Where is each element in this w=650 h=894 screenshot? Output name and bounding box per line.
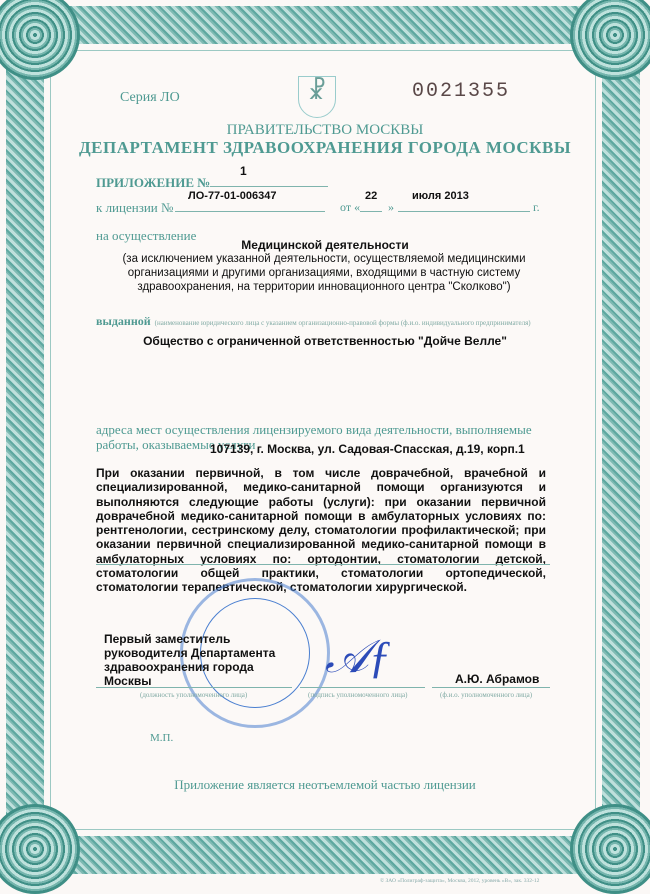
signer-name: А.Ю. Абрамов — [455, 672, 540, 686]
activity-title: Медицинской деятельности — [241, 238, 409, 252]
issued-hint: (наименование юридического лица с указанием организационно-правовой формы (ф.и.о. индивидуального предпринимателя) — [154, 319, 531, 327]
signature-hint: (подпись уполномоченного лица) — [308, 691, 408, 699]
organization-name: Общество с ограниченной ответственностью "Дойче Велле" — [143, 334, 507, 348]
department-title: ДЕПАРТАМЕНТ ЗДРАВООХРАНЕНИЯ ГОРОДА МОСКВЫ — [78, 138, 572, 157]
license-label: к лицензии № — [96, 200, 174, 215]
form-number: 0021355 — [412, 80, 511, 103]
activity-label: на осуществление — [96, 228, 197, 243]
activity-description: (за исключением указанной деятельности, осуществляемой медицинскими организациями и другими организациями, входящими в частную систему здравоохранения, на территории инновационного центра "Сколково") — [122, 253, 526, 293]
services-text: При оказании первичной, в том числе доврачебной, врачебной и специализированной, медико-санитарной помощи организуются и выполняются следующие работы (услуги): при оказании первичной доврачебной медико-санитарной помощи в амбулаторных условиях по: рентгенологии, сестринскому делу, стоматологии профилактической; при оказании первичной специализированной медико-санитарной помощи в амбулаторных условиях по: ортодонтии, стоматологии детской, стоматологии общей практики, стоматологии ортопедической, стоматологии терапевтической, стоматологии хирургической. — [96, 466, 546, 595]
government-title: ПРАВИТЕЛЬСТВО МОСКВЫ — [226, 122, 424, 138]
license-number: ЛО-77-01-006347 — [188, 190, 277, 202]
corner-rosette-icon — [570, 804, 650, 894]
address-label: адреса мест осуществления лицензируемого вида деятельности, выполняемые работы, оказываемые услуги — [96, 422, 532, 452]
year-suffix: г. — [533, 200, 540, 214]
license-month-year: июля 2013 — [412, 190, 469, 202]
coat-of-arms-icon: ☧ — [298, 76, 336, 118]
signature-mark: 𝒜ƒ — [325, 631, 392, 682]
license-day: 22 — [365, 190, 378, 202]
annex-label: ПРИЛОЖЕНИЕ № — [96, 175, 211, 190]
address-value: 107139, г. Москва, ул. Садовая-Спасская, д.19, корп.1 — [210, 442, 525, 456]
seal-label: М.П. — [150, 732, 174, 744]
signer-position: Первый заместитель руководителя Департамента здравоохранения города Москвы — [104, 632, 276, 688]
series-label: Серия ЛО — [120, 90, 180, 105]
name-hint: (ф.и.о. уполномоченного лица) — [440, 691, 533, 699]
position-hint: (должность уполномоченного лица) — [140, 691, 248, 699]
from-label: от « — [340, 200, 361, 214]
quote-close: » — [388, 200, 394, 214]
issued-label: выданной — [96, 314, 151, 328]
annex-number: 1 — [240, 164, 247, 178]
corner-rosette-icon — [0, 804, 80, 894]
printer-imprint: © ЗАО «Полиграф-защита», Москва, 2012, уровень «В», зак. 332-12 — [380, 878, 540, 884]
footer-note: Приложение является неотъемлемой частью лицензии — [174, 777, 476, 792]
